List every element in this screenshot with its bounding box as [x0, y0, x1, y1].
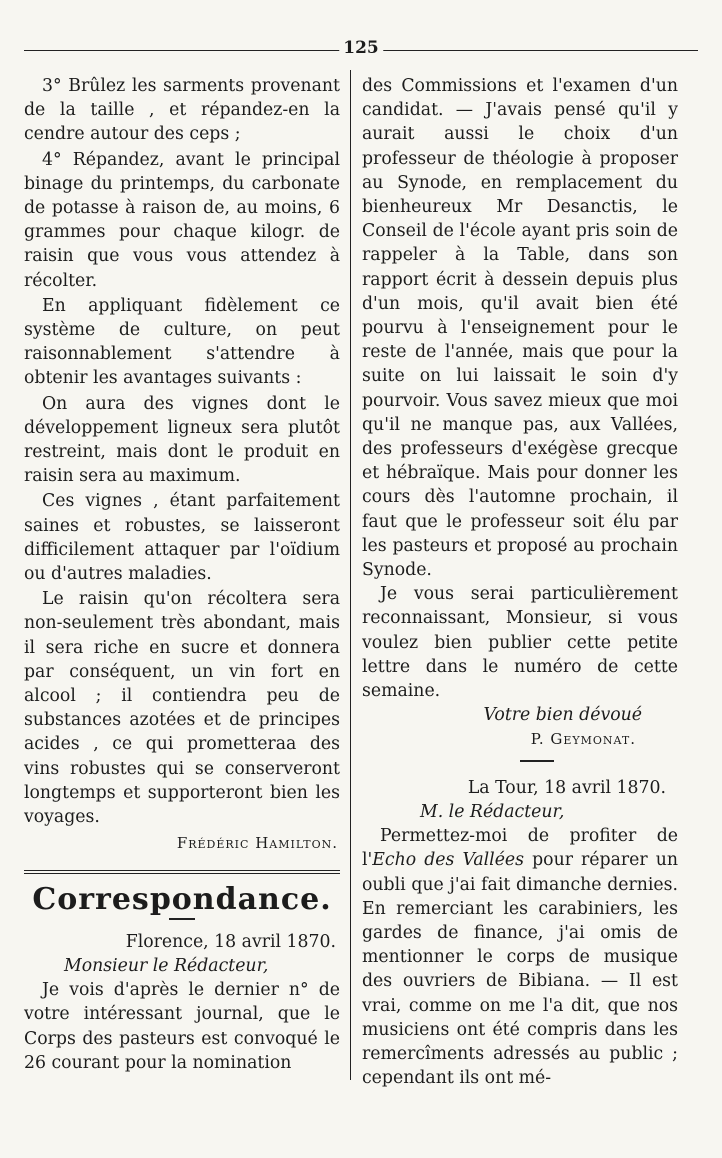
letter2-dateline: La Tour, 18 avril 1870.	[467, 777, 666, 798]
letter2-body-text: pour réparer un oubli que j'ai fait dimanche dernies. En remerciant les carabiniers, les gardes de finance, j'ai omis de mentionner le corps de musique des ouvriers de Bibiana. — Il est vrai, comme on me l'a dit, que nos musiciens ont été compris dans les remercîments adressés au public ; cependant ils ont mé-	[362, 850, 678, 1089]
title-rule	[169, 918, 195, 920]
letter-body: Je vois d'après le dernier n° de votre intéressant journal, que le Corps des pasteurs est convoqué le 26 courant pour la nomination	[24, 980, 340, 1073]
paragraph: 4° Répandez, avant le principal binage du printemps, du carbonate de potasse à raison de, au moins, 6 grammes pour chaque kilogr. de raisin que vous vous attendez à récolter.	[24, 149, 340, 291]
article-signature: Frédéric Hamilton.	[176, 834, 338, 853]
page-number: 125	[339, 38, 383, 58]
letter2-salutation: M. le Rédacteur,	[420, 801, 565, 822]
letter-dateline: Florence, 18 avril 1870.	[125, 931, 336, 952]
column-divider	[350, 70, 351, 1080]
letter-signature: P. Geymonat.	[530, 730, 636, 749]
paragraph: En appliquant fidèlement ce système de culture, on peut raisonnablement s'attendre à obtenir les avantages suivants :	[24, 295, 340, 389]
section-divider	[24, 870, 340, 874]
paragraph: Ces vignes , étant parfaitement saines et robustes, se laisseront difficilement attaquer par l'oïdium ou d'autres maladies.	[24, 491, 340, 585]
letter2-body-text: Permettez-moi de profiter de l'	[362, 826, 678, 871]
right-column	[362, 74, 678, 1090]
letter-closing-paragraph: Je vous serai particulièrement reconnaissant, Monsieur, si vous voulez bien publier cette petite lettre dans le numéro de cette semaine.	[362, 584, 678, 702]
paragraph: 3° Brûlez les sarments provenant de la taille , et répandez-en la cendre autour des ceps ;	[24, 76, 340, 145]
letter-separator	[520, 760, 554, 762]
letter-continuation: des Commissions et l'examen d'un candidat. — J'avais pensé qu'il y aurait aussi le choix d'un professeur de théologie à proposer au Synode, en remplacement du bienheureux Mr Desanctis, le Conseil de l'école ayant pris soin de rappeler à la Table, dans son rapport écrit à dessein depuis plus d'un mois, qu'il avait bien été pourvu à l'enseignement pour le reste de l'année, mais que pour la suite on lui laissait le soin d'y pourvoir. Vous savez mieux que moi qu'il ne manque pas, aux Vallées, des professeurs d'exégèse grecque et hébraïque. Mais pour donner les cours dès l'automne prochain, il faut que le professeur soit élu par les pasteurs et proposé au prochain Synode.	[362, 76, 678, 581]
section-title: Correspondance.	[32, 881, 332, 917]
newspaper-name: Echo des Vallées	[372, 850, 525, 871]
paragraph: Le raisin qu'on récoltera sera non-seulement très abondant, mais il sera riche en sucre et donnera par conséquent, un vin fort en alcool ; il contiendra peu de substances azotées et de principes acides , ce qui prometteraa des vins robustes qui se conserveront longtemps et supporteront bien les voyages.	[24, 589, 340, 828]
paragraph: On aura des vignes dont le développement ligneux sera plutôt restreint, mais dont le produit en raisin sera au maximum.	[24, 393, 340, 487]
letter-salutation: Monsieur le Rédacteur,	[64, 955, 269, 976]
letter-closing: Votre bien dévoué	[483, 705, 642, 726]
page-header	[24, 38, 698, 60]
letter2-body	[362, 824, 678, 1090]
left-column	[24, 74, 340, 1075]
